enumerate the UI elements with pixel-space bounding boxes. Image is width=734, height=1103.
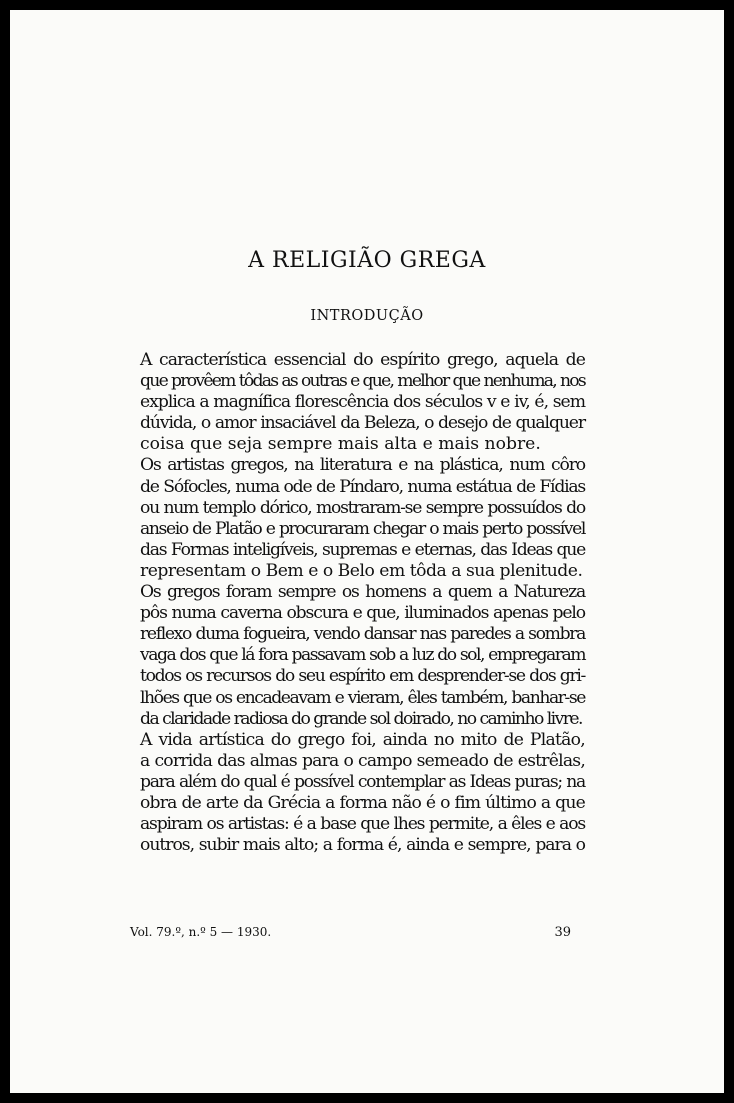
page-title: A RELIGIÃO GREGA [248, 248, 486, 273]
text-line: da claridade radiosa do grande sol doirado, no caminho livre. [140, 708, 582, 729]
text-line: das Formas inteligíveis, supremas e eternas, das Ideas que [140, 539, 585, 560]
text-line: pôs numa caverna obscura e que, iluminados apenas pelo [140, 603, 585, 624]
text-line: coisa que seja sempre mais alta e mais nobre. [140, 434, 541, 455]
text-line: anseio de Platão e procuraram chegar o mais perto possível [140, 518, 585, 539]
paragraph-3 [122, 582, 585, 730]
text-line: vaga dos que lá fora passavam sob a luz do sol, empregaram [140, 645, 585, 666]
text-line: outros, subir mais alto; a forma é, ainda e sempre, para o [140, 835, 585, 856]
page-number: 39 [554, 925, 571, 940]
paragraph-4 [122, 730, 585, 857]
text-line: para além do qual é possível contemplar as Ideas puras; na [140, 771, 585, 792]
text-line: aspiram os artistas: é a base que lhes permite, a êles e aos [140, 814, 585, 835]
text-line: ou num templo dórico, mostraram-se sempre possuídos do [140, 497, 585, 518]
text-line: representam o Bem e o Belo em tôda a sua plenitude. [140, 560, 583, 581]
text-line: obra de arte da Grécia a forma não é o fim último a que [140, 792, 585, 813]
section-subtitle: INTRODUÇÃO [310, 308, 424, 324]
text-line: explica a magnífica florescência dos séculos v e iv, é, sem [140, 392, 585, 413]
text-line: Os artistas gregos, na literatura e na plástica, num côro [140, 455, 585, 476]
volume-info: Vol. 79.º, n.º 5 — 1930. [130, 925, 272, 939]
text-line: A característica essencial do espírito grego, aquela de [140, 350, 585, 370]
paragraph-1 [122, 350, 585, 455]
body-text [122, 350, 585, 856]
text-line: que provêem tôdas as outras e que, melhor que nenhuma, nos [140, 371, 585, 392]
text-line: dúvida, o amor insaciável da Beleza, o desejo de qualquer [140, 413, 585, 434]
text-line: A vida artística do grego foi, ainda no mito de Platão, [140, 729, 585, 750]
text-line: a corrida das almas para o campo semeado de estrêlas, [140, 750, 585, 771]
text-line: todos os recursos do seu espírito em desprender-se dos gri- [140, 666, 585, 687]
text-line: reflexo duma fogueira, vendo dansar nas paredes a sombra [140, 624, 585, 645]
text-line: Os gregos foram sempre os homens a quem a Natureza [140, 582, 585, 603]
text-line: de Sófocles, numa ode de Píndaro, numa estátua de Fídias [140, 476, 585, 497]
text-line: lhões que os encadeavam e vieram, êles também, banhar-se [140, 687, 585, 708]
page [10, 10, 724, 1093]
paragraph-2 [122, 455, 585, 582]
